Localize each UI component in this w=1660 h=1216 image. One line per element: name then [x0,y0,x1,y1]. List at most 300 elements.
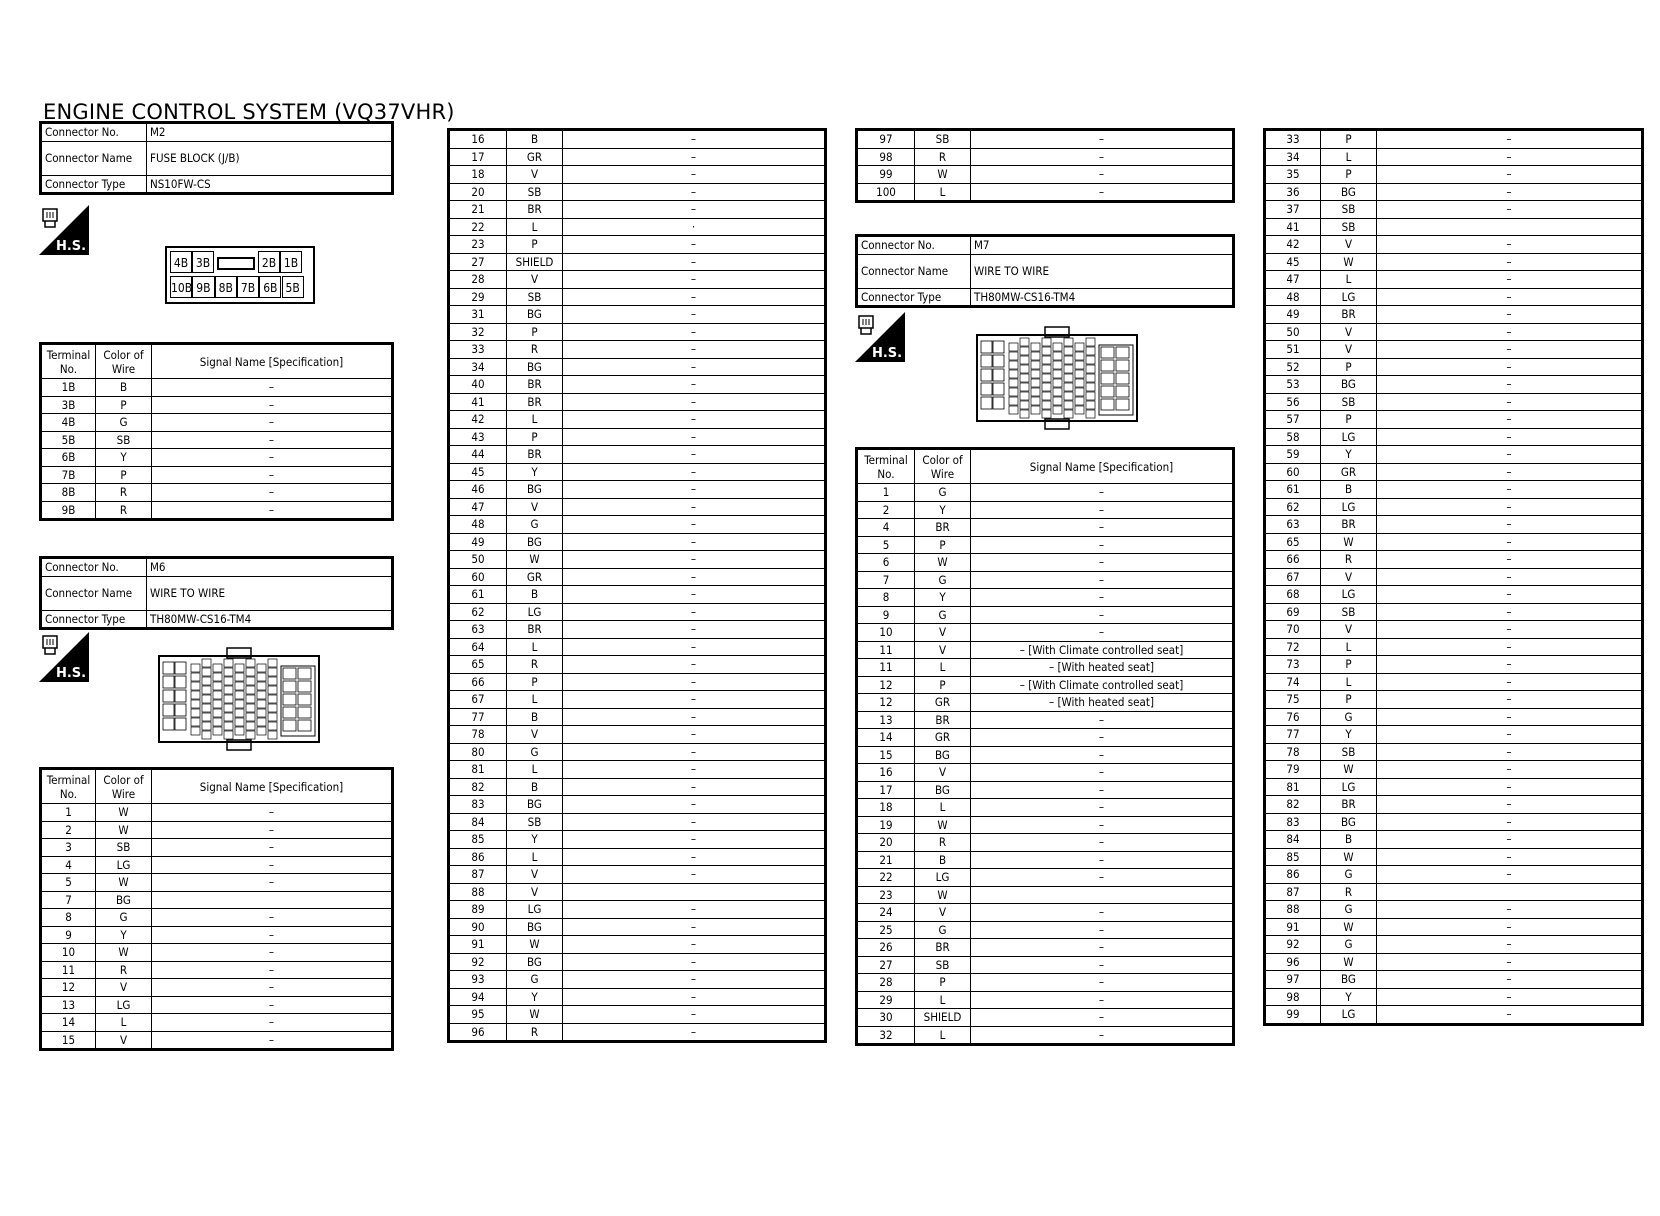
signal-name-cell: – [971,183,1234,202]
table-row [449,306,826,324]
terminal-no-cell: 14 [857,729,915,747]
table-row [1265,988,1643,1006]
table-row [449,183,826,201]
terminal-no-cell: 81 [1265,778,1321,796]
signal-name-cell: – [563,918,826,936]
signal-name-cell: – [971,764,1234,782]
terminal-no-cell: 86 [1265,866,1321,884]
terminal-no-cell: 87 [1265,883,1321,901]
terminal-no-cell: 65 [1265,533,1321,551]
wire-color-cell: L [1321,638,1377,656]
signal-name-cell: – [971,869,1234,887]
wire-color-cell: R [915,834,971,852]
signal-name-cell: – [971,589,1234,607]
table-row [1265,481,1643,499]
terminal-no-header: Terminal No. [857,449,915,484]
terminal-no-cell: 7 [857,571,915,589]
wire-color-cell: V [915,641,971,659]
signal-name-cell: – [563,253,826,271]
table-row [1265,656,1643,674]
terminal-no-cell: 11 [857,641,915,659]
table-row [41,431,393,449]
terminal-no-cell: 27 [857,956,915,974]
wire-color-cell: P [915,536,971,554]
signal-name-cell: – [971,921,1234,939]
table-row [449,358,826,376]
table-row [41,996,393,1014]
signal-name-cell: – [152,1014,393,1032]
signal-name-cell: – [563,866,826,884]
terminal-no-cell: 5 [857,536,915,554]
signal-name-cell: – [1377,638,1643,656]
wire-color-cell: L [96,1014,152,1032]
signal-name-cell: – [563,148,826,166]
terminal-no-cell: 41 [449,393,507,411]
signal-name-cell: – [563,516,826,534]
table-row [449,463,826,481]
signal-name-cell: – [1377,446,1643,464]
terminal-no-cell: 49 [1265,306,1321,324]
connector-name-value: WIRE TO WIRE [147,576,393,610]
terminal-no-cell: 98 [857,148,915,166]
terminal-no-cell: 76 [1265,708,1321,726]
wire-color-cell: G [96,909,152,927]
wire-color-cell: P [1321,358,1377,376]
terminal-no-cell: 33 [1265,130,1321,149]
table-row [449,603,826,621]
wire-color-cell: BR [507,201,563,219]
terminal-no-cell: 83 [449,796,507,814]
terminal-no-cell: 22 [857,869,915,887]
wire-color-cell: BG [507,953,563,971]
signal-name-cell: – [971,1009,1234,1027]
connector-type-label: Connector Type [41,175,147,194]
terminal-no-cell: 20 [449,183,507,201]
table-row [1265,761,1643,779]
wire-color-cell: R [96,484,152,502]
terminal-no-cell: 44 [449,446,507,464]
signal-name-cell: – [971,501,1234,519]
table-row [1265,393,1643,411]
m2-connector-info [39,121,394,195]
terminal-no-cell: 31 [449,306,507,324]
table-row [1265,358,1643,376]
signal-name-cell: – [563,936,826,954]
signal-name-cell: – [563,708,826,726]
wire-color-cell: R [507,1023,563,1042]
signal-name-cell: – [563,376,826,394]
table-row [857,130,1234,149]
wire-color-cell: L [915,799,971,817]
wire-color-cell: L [915,1026,971,1045]
terminal-no-cell: 94 [449,988,507,1006]
terminal-no-cell: 32 [857,1026,915,1045]
table-row [1265,883,1643,901]
table-row [449,253,826,271]
table-row [857,501,1234,519]
signal-name-cell: – [1377,306,1643,324]
harness-side-icon [855,312,905,362]
table-row [449,341,826,359]
signal-name-cell: – [563,130,826,149]
terminal-no-cell: 35 [1265,166,1321,184]
connector-cavity: 7B [237,276,259,298]
terminal-no-cell: 83 [1265,813,1321,831]
wire-color-cell: BG [507,533,563,551]
wire-color-cell: P [507,428,563,446]
signal-name-cell: – [152,961,393,979]
wire-color-cell: W [915,166,971,184]
signal-name-cell: – [1377,236,1643,254]
terminal-no-cell: 6 [857,554,915,572]
signal-name-cell: – [1377,813,1643,831]
table-row [41,909,393,927]
terminal-no-cell: 30 [857,1009,915,1027]
wire-color-cell: G [915,484,971,502]
wire-color-cell: L [1321,271,1377,289]
signal-name-cell: – [971,816,1234,834]
signal-name-cell: – [563,533,826,551]
connector-cavity [214,251,258,273]
wire-color-cell: P [96,466,152,484]
terminal-no-cell: 51 [1265,341,1321,359]
table-row [1265,866,1643,884]
signal-name-cell: – [563,551,826,569]
wire-color-cell: BG [1321,183,1377,201]
page-title: ENGINE CONTROL SYSTEM (VQ37VHR) [43,100,455,124]
m6-terminal-table [39,767,394,1051]
terminal-no-cell: 82 [1265,796,1321,814]
wire-color-cell: G [96,414,152,432]
wire-color-cell: LG [915,869,971,887]
signal-name-cell: – [1377,201,1643,219]
wire-color-cell: P [1321,691,1377,709]
wire-color-cell: P [1321,411,1377,429]
connector-name-label: Connector Name [41,576,147,610]
terminal-no-cell: 10 [857,624,915,642]
terminal-no-cell: 53 [1265,376,1321,394]
terminal-no-cell: 22 [449,218,507,236]
table-row [1265,743,1643,761]
signal-name-cell: – [1377,393,1643,411]
table-row [1265,971,1643,989]
table-row [1265,586,1643,604]
signal-name-cell: – [563,656,826,674]
wire-color-cell: P [915,974,971,992]
table-row [1265,446,1643,464]
wire-color-cell: BR [507,621,563,639]
wire-color-cell: L [507,411,563,429]
wire-color-cell: L [507,691,563,709]
wire-color-cell: LG [1321,586,1377,604]
wire-color-cell: L [507,761,563,779]
terminal-no-cell: 8 [41,909,96,927]
signal-name-cell: – [1377,918,1643,936]
terminal-no-cell: 50 [1265,323,1321,341]
signal-name-cell: – [1377,743,1643,761]
wire-color-cell: P [915,676,971,694]
terminal-no-cell: 79 [1265,761,1321,779]
signal-name-cell: – [971,554,1234,572]
connector-cavity: 10B [170,276,192,298]
table-row [1265,778,1643,796]
signal-name-cell: – [563,446,826,464]
wire-color-cell: SB [1321,603,1377,621]
terminal-no-cell: 9 [857,606,915,624]
wire-color-cell: W [915,554,971,572]
table-row [449,656,826,674]
wire-color-cell: V [96,979,152,997]
table-row [41,379,393,397]
wire-color-cell: B [96,379,152,397]
terminal-no-cell: 64 [449,638,507,656]
signal-name-cell: – [563,796,826,814]
wire-color-cell: SB [507,813,563,831]
terminal-no-cell: 98 [1265,988,1321,1006]
m7-terminal-table-cont [1263,128,1644,1026]
wire-color-cell: LG [1321,428,1377,446]
table-row [449,971,826,989]
table-row [449,813,826,831]
terminal-no-cell: 12 [857,676,915,694]
signal-name-cell: – [563,358,826,376]
signal-name-cell: – [563,1006,826,1024]
table-row [1265,551,1643,569]
signal-name-cell: – [152,944,393,962]
wire-color-cell: G [507,516,563,534]
connector-no-label: Connector No. [41,558,147,577]
wire-color-cell: SHIELD [915,1009,971,1027]
connector-type-value: TH80MW-CS16-TM4 [971,288,1234,307]
table-row [857,974,1234,992]
terminal-no-cell: 24 [857,904,915,922]
signal-name-cell: – [152,996,393,1014]
table-row [857,484,1234,502]
table-row [857,781,1234,799]
terminal-no-cell: 74 [1265,673,1321,691]
terminal-no-cell: 82 [449,778,507,796]
wire-color-cell: SB [915,956,971,974]
wire-color-cell: BG [507,306,563,324]
table-row [857,1026,1234,1045]
wire-color-cell: B [507,130,563,149]
signal-name-cell: – [971,746,1234,764]
wire-color-cell: V [915,764,971,782]
wire-color-cell: W [96,804,152,822]
wire-color-cell: BG [1321,971,1377,989]
terminal-no-cell: 89 [449,901,507,919]
wire-color-cell: W [1321,253,1377,271]
signal-name-cell: – [971,130,1234,149]
harness-side-icon [39,632,89,682]
table-row [857,624,1234,642]
wire-color-cell: G [915,571,971,589]
signal-name-cell: – [1377,988,1643,1006]
terminal-no-cell: 62 [1265,498,1321,516]
table-row [857,816,1234,834]
wire-color-cell: L [507,218,563,236]
signal-name-cell: – [563,778,826,796]
table-row [1265,183,1643,201]
terminal-no-cell: 1 [41,804,96,822]
table-row [449,130,826,149]
wire-color-cell: Y [96,926,152,944]
wire-color-cell: SB [1321,743,1377,761]
signal-name-cell: – [152,821,393,839]
terminal-no-cell: 34 [1265,148,1321,166]
signal-name-cell: – [1377,778,1643,796]
signal-name-cell: – [1377,411,1643,429]
terminal-no-cell: 93 [449,971,507,989]
m7-terminal-table [855,447,1235,1046]
wire-color-cell: R [96,961,152,979]
signal-name-cell: – [1377,586,1643,604]
wire-color-cell: R [507,341,563,359]
color-header: Color of Wire [96,344,152,379]
wire-color-cell: L [507,848,563,866]
wire-color-cell: BR [915,519,971,537]
terminal-no-cell: 96 [1265,953,1321,971]
connector-cavity: 1B [280,251,302,273]
table-row [449,708,826,726]
signal-name-cell: – [1377,621,1643,639]
wire-color-cell: V [96,1031,152,1050]
terminal-no-cell: 69 [1265,603,1321,621]
table-row [857,851,1234,869]
signal-name-cell: – [152,466,393,484]
connector-type-label: Connector Type [857,288,971,307]
wire-color-cell: Y [507,831,563,849]
signal-name-cell: – [971,939,1234,957]
signal-name-cell: – [152,501,393,520]
signal-name-cell: – [563,428,826,446]
wire-color-cell: V [1321,621,1377,639]
m6-connector-info [39,556,394,630]
terminal-no-cell: 9 [41,926,96,944]
connector-cavity: 6B [259,276,281,298]
terminal-no-cell: 10 [41,944,96,962]
signal-name-cell: – [1377,953,1643,971]
signal-name-cell: – [563,901,826,919]
signal-name-cell: – [563,183,826,201]
table-row [1265,376,1643,394]
table-row [1265,918,1643,936]
terminal-no-cell: 4 [857,519,915,537]
table-row [857,921,1234,939]
table-row [41,979,393,997]
wire-color-cell: BG [1321,376,1377,394]
terminal-no-cell: 37 [1265,201,1321,219]
wire-color-cell: LG [1321,498,1377,516]
table-row [449,166,826,184]
color-header: Color of Wire [915,449,971,484]
signal-name-cell: – [152,396,393,414]
terminal-no-cell: 81 [449,761,507,779]
terminal-no-cell: 45 [449,463,507,481]
table-row [41,449,393,467]
connector-name-label: Connector Name [41,141,147,175]
terminal-no-cell: 46 [449,481,507,499]
terminal-no-cell: 78 [449,726,507,744]
table-row [449,288,826,306]
terminal-no-cell: 1B [41,379,96,397]
table-row [1265,411,1643,429]
table-row [1265,533,1643,551]
table-row [41,961,393,979]
terminal-no-cell: 3B [41,396,96,414]
table-row [857,939,1234,957]
table-row [1265,323,1643,341]
terminal-no-cell: 66 [1265,551,1321,569]
table-row [857,554,1234,572]
table-row [857,183,1234,202]
wire-color-cell: BR [1321,796,1377,814]
table-row [41,926,393,944]
connector-name-value: FUSE BLOCK (J/B) [147,141,393,175]
connector-name-label: Connector Name [857,254,971,288]
signal-name-cell: – [563,673,826,691]
terminal-no-cell: 4B [41,414,96,432]
terminal-no-cell: 7B [41,466,96,484]
wire-color-cell: LG [96,856,152,874]
signal-name-cell: – [1377,551,1643,569]
terminal-no-cell: 14 [41,1014,96,1032]
wire-color-cell: V [507,883,563,901]
table-row [1265,288,1643,306]
table-row [449,743,826,761]
wire-color-cell: BR [1321,516,1377,534]
signal-name-cell: – [563,761,826,779]
wire-color-cell: SB [1321,218,1377,236]
terminal-no-cell: 48 [449,516,507,534]
wire-color-cell: W [1321,761,1377,779]
signal-name-cell [152,891,393,909]
terminal-no-cell: 52 [1265,358,1321,376]
signal-name-cell: – [563,726,826,744]
table-row [857,886,1234,904]
table-row [449,1023,826,1042]
wire-color-cell: L [915,991,971,1009]
terminal-no-cell: 84 [1265,831,1321,849]
signal-name-cell: – [971,571,1234,589]
m6-connector-face [157,646,321,752]
wire-color-cell: Y [507,463,563,481]
terminal-no-cell: 60 [1265,463,1321,481]
wire-color-cell: BR [507,393,563,411]
wire-color-cell: LG [1321,778,1377,796]
table-row [449,778,826,796]
table-row [449,516,826,534]
connector-cavity: 5B [282,276,304,298]
terminal-no-cell: 47 [1265,271,1321,289]
table-row [1265,271,1643,289]
table-row [1265,201,1643,219]
wire-color-cell: BG [915,781,971,799]
connector-no-value: M7 [971,236,1234,255]
wire-color-cell: L [1321,673,1377,691]
connector-no-label: Connector No. [41,123,147,142]
wire-color-cell: R [507,656,563,674]
signal-name-cell: – [1377,761,1643,779]
m7-connector-face [975,325,1139,431]
table-row [41,1014,393,1032]
table-row [1265,953,1643,971]
table-row [449,236,826,254]
wire-color-cell: W [1321,918,1377,936]
signal-name-cell: – [1377,1006,1643,1025]
wire-color-cell: V [507,726,563,744]
wire-color-cell: B [915,851,971,869]
